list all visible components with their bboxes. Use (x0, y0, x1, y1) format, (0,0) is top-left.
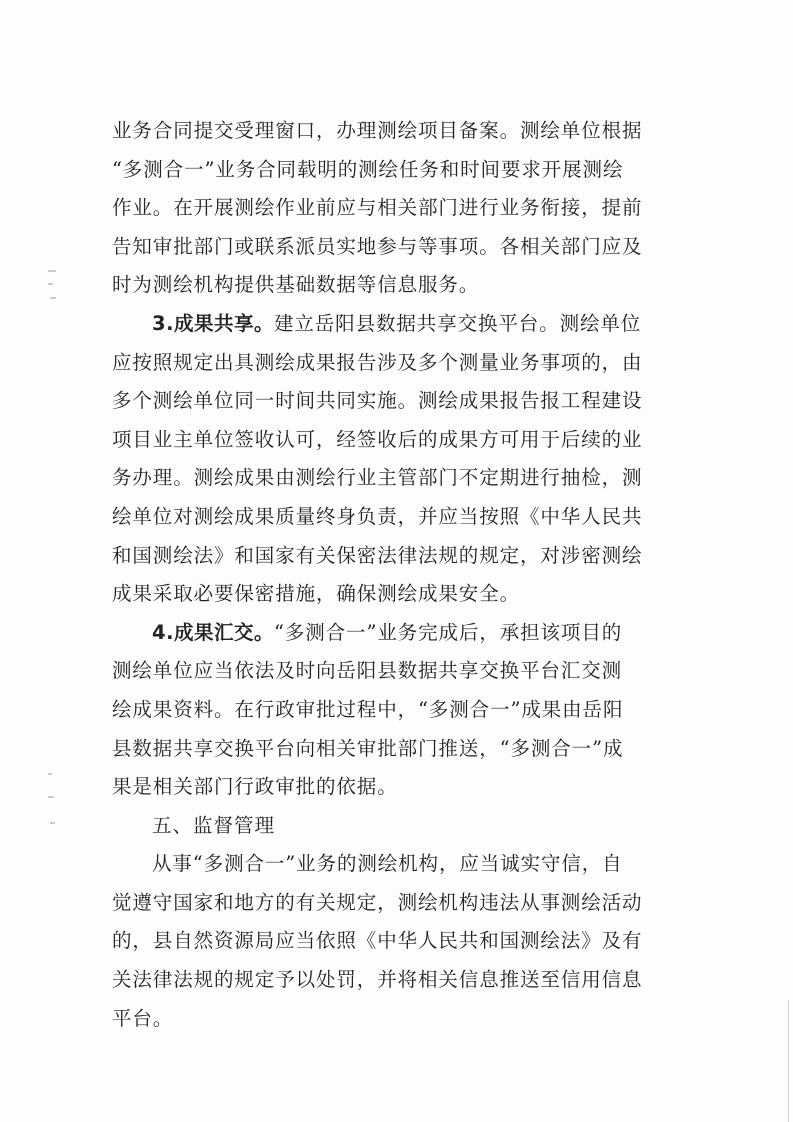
section-4-first-line (112, 614, 686, 653)
text-line: 告知审批部门或联系派员实地参与等事项。各相关部门应及 (112, 234, 643, 258)
text-line: 和国测绘法》和国家有关保密法律法规的规定，对涉密测绘 (112, 543, 643, 567)
section-3-lead: 3.成果共享。 (152, 311, 274, 335)
scan-mark (48, 283, 53, 285)
scan-mark (48, 773, 52, 775)
text-line: 应按照规定出具测绘成果报告涉及多个测量业务事项的，由 (112, 350, 643, 374)
text-line: “多测合一”业务合同载明的测绘任务和时间要求开展测绘 (112, 157, 624, 181)
scan-mark (50, 297, 56, 299)
section-3-first-text: 建立岳阳县数据共享交换平台。测绘单位 (273, 311, 642, 335)
text-line: 项目业主单位签收认可，经签收后的成果方可用于后续的业 (112, 427, 643, 451)
text-line: 的，县自然资源局应当依照《中华人民共和国测绘法》及有 (112, 929, 643, 953)
scan-mark (50, 822, 55, 824)
text-line: 测绘单位应当依法及时向岳阳县数据共享交换平台汇交测 (112, 659, 623, 683)
section-4-lead: 4.成果汇交。 (152, 620, 274, 644)
text-line: 务办理。测绘成果由测绘行业主管部门不定期进行抽检，测 (112, 466, 643, 490)
section-3-first-line (112, 305, 686, 344)
text-line: 多个测绘单位同一时间共同实施。测绘成果报告报工程建设 (112, 389, 643, 413)
text-line: 果是相关部门行政审批的依据。 (112, 775, 398, 799)
scan-mark (48, 796, 54, 798)
text-line: 作业。在开展测绘作业前应与相关部门进行业务衔接，提前 (112, 196, 643, 220)
text-line: 觉遵守国家和地方的有关规定，测绘机构违法从事测绘活动 (112, 890, 643, 914)
scan-mark (48, 270, 56, 272)
scan-edge (788, 1000, 789, 1122)
text-line: 成果采取必要保密措施，确保测绘成果安全。 (112, 582, 521, 606)
section-5-first-line: 从事“多测合一”业务的测绘机构，应当诚实守信，自 (152, 852, 623, 876)
text-line: 平台。 (112, 1006, 174, 1030)
text-line: 业务合同提交受理窗口，办理测绘项目备案。测绘单位根据 (112, 119, 643, 142)
document-body (112, 112, 686, 1038)
text-line: 绘单位对测绘成果质量终身负责，并应当按照《中华人民共 (112, 504, 643, 528)
text-line: 县数据共享交换平台向相关审批部门推送，“多测合一”成 (112, 736, 624, 760)
section-4-first-text: “多测合一”业务完成后，承担该项目的 (273, 620, 623, 644)
text-line: 绘成果资料。在行政审批过程中，“多测合一”成果由岳阳 (112, 697, 624, 721)
text-line: 关法律法规的规定予以处罚，并将相关信息推送至信用信息 (112, 968, 643, 992)
section-5-heading: 五、监督管理 (152, 813, 276, 837)
text-line: 时为测绘机构提供基础数据等信息服务。 (112, 273, 480, 297)
